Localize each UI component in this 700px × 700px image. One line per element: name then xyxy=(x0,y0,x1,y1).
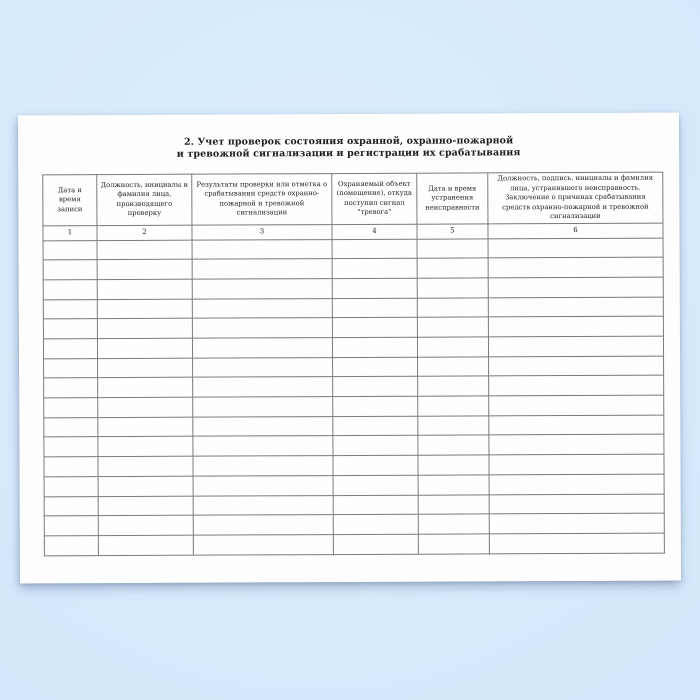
column-header-6: Должность, подпись, инициалы и фамилия лица, устранившего неисправность. Заключение о причинах срабатывания средств охранно-пожарной и тревожной сигнализации xyxy=(488,172,663,223)
table-cell xyxy=(417,278,488,298)
table-cell xyxy=(44,358,98,378)
table-row xyxy=(43,257,663,279)
table-cell xyxy=(193,515,333,535)
table-row xyxy=(43,297,663,319)
table-cell xyxy=(333,534,418,554)
table-head xyxy=(43,172,663,240)
table-cell xyxy=(488,238,663,258)
table-row xyxy=(44,435,664,457)
table-cell xyxy=(97,240,192,260)
table-cell xyxy=(44,417,98,437)
table-cell xyxy=(43,319,97,339)
table-cell xyxy=(489,356,664,376)
column-header-2: Должность, инициалы и фамилия лица, производящего проверку xyxy=(97,174,192,225)
table-cell xyxy=(417,258,488,278)
table-cell xyxy=(193,456,333,476)
table-cell xyxy=(418,514,489,534)
table-row xyxy=(43,336,663,358)
table-row xyxy=(43,316,663,338)
table-cell xyxy=(97,279,192,299)
table-cell xyxy=(332,239,417,259)
table-cell xyxy=(193,357,333,377)
table-row xyxy=(44,474,664,496)
table-cell xyxy=(488,297,663,317)
table-row xyxy=(44,376,664,398)
table-cell xyxy=(193,416,333,436)
document-title-line1: 2. Учет проверок состояния охранной, охранно-пожарной xyxy=(183,135,514,148)
table-cell xyxy=(418,357,489,377)
table-cell xyxy=(97,319,192,339)
table-cell xyxy=(333,495,418,515)
column-number-4: 4 xyxy=(332,224,417,239)
table-cell xyxy=(333,396,418,416)
table-row xyxy=(44,454,664,476)
table-cell xyxy=(193,534,333,554)
column-header-4: Охраняемый объект (помещение), откуда поступил сигнал "тревога" xyxy=(332,173,417,224)
table-row xyxy=(43,277,663,299)
table-cell xyxy=(333,436,418,456)
table-cell xyxy=(98,417,193,437)
log-table xyxy=(42,172,665,556)
table-cell xyxy=(489,533,664,553)
table-row xyxy=(44,533,664,555)
table-cell xyxy=(418,376,489,396)
table-cell xyxy=(97,338,192,358)
table-cell xyxy=(44,398,98,418)
table-cell xyxy=(489,415,664,435)
table-row xyxy=(44,415,664,437)
table-cell xyxy=(489,494,664,514)
table-cell xyxy=(44,476,98,496)
table-cell xyxy=(44,437,98,457)
table-cell xyxy=(488,316,663,336)
table-cell xyxy=(488,277,663,297)
header-row xyxy=(43,172,663,225)
table-cell xyxy=(44,535,98,555)
table-cell xyxy=(97,299,192,319)
table-cell xyxy=(333,357,418,377)
table-cell xyxy=(333,514,418,534)
table-cell xyxy=(489,395,664,415)
table-cell xyxy=(417,238,488,258)
table-cell xyxy=(44,516,98,536)
table-cell xyxy=(193,436,333,456)
table-cell xyxy=(332,318,417,338)
table-cell xyxy=(488,336,663,356)
table-cell xyxy=(98,437,193,457)
table-cell xyxy=(489,513,664,533)
table-cell xyxy=(418,455,489,475)
table-cell xyxy=(333,416,418,436)
table-cell xyxy=(418,494,489,514)
table-row xyxy=(44,513,664,535)
column-number-2: 2 xyxy=(97,225,192,240)
table-cell xyxy=(489,376,664,396)
table-cell xyxy=(98,515,193,535)
table-cell xyxy=(44,378,98,398)
table-cell xyxy=(44,496,98,516)
table-cell xyxy=(193,475,333,495)
column-number-5: 5 xyxy=(417,223,488,238)
table-cell xyxy=(332,298,417,318)
table-cell xyxy=(98,397,193,417)
document-page xyxy=(18,113,681,584)
table-cell xyxy=(43,280,97,300)
table-row xyxy=(44,356,664,378)
table-cell xyxy=(489,454,664,474)
table-cell xyxy=(417,337,488,357)
table-cell xyxy=(418,475,489,495)
table-cell xyxy=(333,475,418,495)
table-cell xyxy=(98,456,193,476)
table-cell xyxy=(193,397,333,417)
table-cell xyxy=(418,435,489,455)
table-cell xyxy=(332,337,417,357)
table-cell xyxy=(43,240,97,260)
table-cell xyxy=(44,457,98,477)
table-cell xyxy=(43,299,97,319)
table-cell xyxy=(488,257,663,277)
table-cell xyxy=(332,258,417,278)
table-cell xyxy=(192,338,332,358)
table-cell xyxy=(193,495,333,515)
column-header-5: Дата и время устранения неисправности xyxy=(417,173,488,224)
table-cell xyxy=(489,435,664,455)
table-cell xyxy=(98,378,193,398)
table-cell xyxy=(98,358,193,378)
column-header-3: Результаты проверки или отметка о срабатывании средств охранно-пожарной и тревожной сигнализации xyxy=(192,174,332,225)
table-cell xyxy=(333,455,418,475)
column-number-6: 6 xyxy=(488,223,663,239)
table-cell xyxy=(43,260,97,280)
table-cell xyxy=(43,339,97,359)
table-cell xyxy=(192,279,332,299)
table-cell xyxy=(489,474,664,494)
table-cell xyxy=(418,416,489,436)
table-cell xyxy=(333,377,418,397)
table-cell xyxy=(332,278,417,298)
column-number-1: 1 xyxy=(43,225,97,240)
table-cell xyxy=(97,259,192,279)
table-cell xyxy=(98,476,193,496)
column-header-1: Дата и время записи xyxy=(43,175,97,226)
document-title-line2: и тревожной сигнализации и регистрации их срабатывания xyxy=(176,147,521,160)
table-cell xyxy=(418,396,489,416)
table-cell xyxy=(192,239,332,259)
table-cell xyxy=(192,318,332,338)
table-cell xyxy=(98,496,193,516)
table-cell xyxy=(192,298,332,318)
table-cell xyxy=(417,298,488,318)
table-row xyxy=(43,238,663,260)
table-row xyxy=(44,494,664,516)
table-row xyxy=(44,395,664,417)
table-cell xyxy=(417,317,488,337)
table-cell xyxy=(193,377,333,397)
column-number-3: 3 xyxy=(192,224,332,240)
table-body xyxy=(43,238,664,556)
document-title xyxy=(18,135,679,162)
table-cell xyxy=(418,534,489,554)
table-cell xyxy=(98,535,193,555)
table-cell xyxy=(192,259,332,279)
